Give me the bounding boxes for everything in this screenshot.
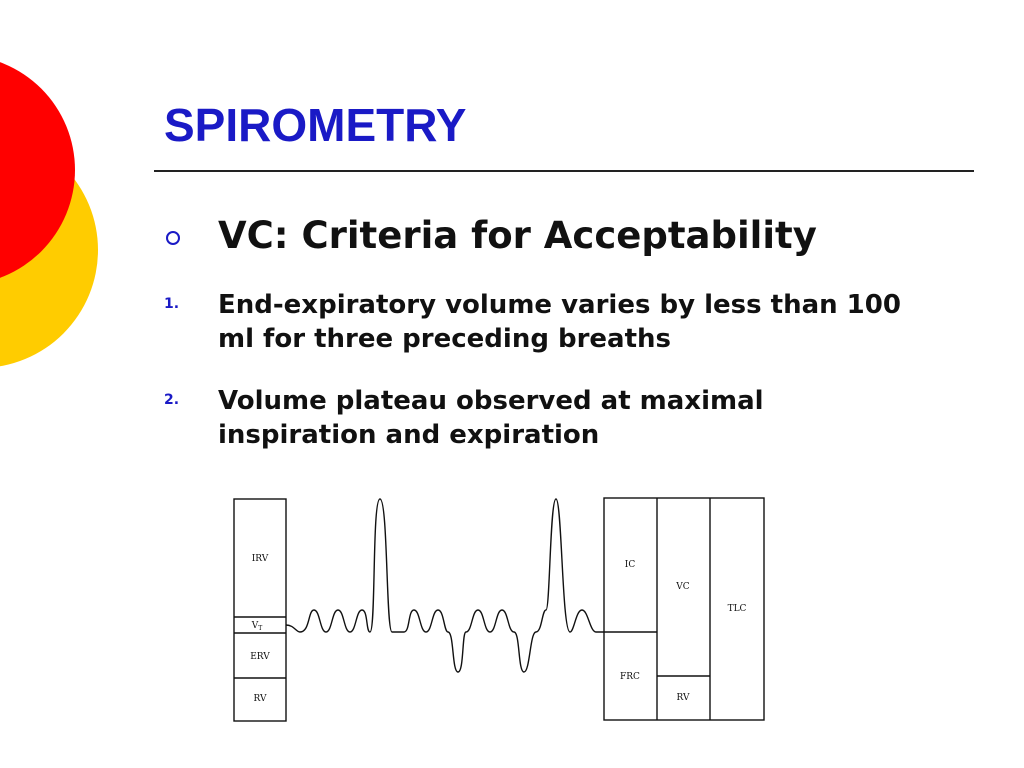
left-volume-column [234, 499, 286, 721]
label-irv: IRV [251, 554, 269, 564]
lung-volumes-diagram [220, 490, 780, 730]
list-number: 1. [164, 296, 180, 312]
section-heading: VC: Criteria for Acceptability [218, 214, 817, 257]
label-ic: IC [624, 560, 636, 570]
title-divider [154, 170, 974, 172]
label-erv: ERV [250, 652, 270, 662]
label-vt: $V_T$ [251, 621, 263, 632]
page-title: SPIROMETRY [164, 99, 467, 151]
label-rv-right: RV [676, 693, 690, 703]
bullet-ring-icon [166, 231, 180, 245]
list-text: Volume plateau observed at maximal inspiration and expiration [218, 386, 764, 450]
spirometry-trace [286, 499, 604, 672]
label-rv-left: RV [253, 694, 267, 704]
label-frc: FRC [620, 672, 640, 682]
label-tlc: TLC [727, 604, 747, 614]
decorative-circles [0, 0, 110, 420]
list-text: End-expiratory volume varies by less than 100 ml for three preceding breaths [218, 290, 901, 354]
list-number: 2. [164, 392, 180, 408]
label-vc: VC [676, 582, 690, 592]
